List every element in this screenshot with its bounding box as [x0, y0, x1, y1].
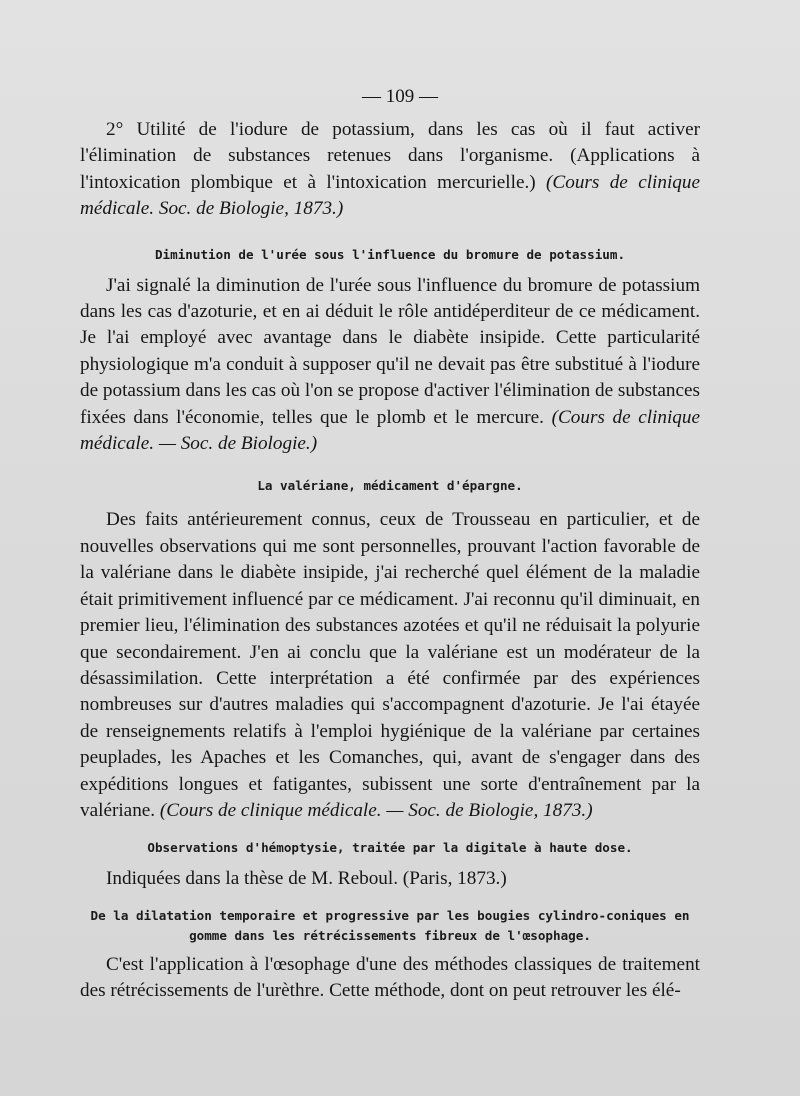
- paragraph-valeriane: [80, 507, 700, 824]
- heading-line: gomme dans les rétrécissements fibreux de l'œsophage.: [189, 927, 591, 943]
- citation: (Cours de clinique médicale. Soc. de Biologie, 1873.): [80, 171, 700, 220]
- citation: (Cours de clinique médicale. — Soc. de Biologie.): [80, 406, 701, 455]
- citation: (Cours de clinique médicale. — Soc. de Biologie, 1873.): [159, 799, 593, 821]
- section-heading-uree: Diminution de l'urée sous l'influence du bromure de potassium.: [154, 246, 626, 262]
- section-heading-dilatation: [80, 906, 700, 946]
- paragraph-oesophage: C'est l'application à l'œsophage d'une des méthodes classiques de traitement des rétrécissements de l'urèthre. Cette méthode, dont on peut retrouver les élé-: [80, 953, 700, 1002]
- paragraph-iodure: [80, 117, 700, 223]
- section-heading-valeriane: La valériane, médicament d'épargne.: [257, 478, 523, 494]
- paragraph-text: J'ai signalé la diminution de l'urée sous l'influence du bromure de potassium dans les cas d'azoturie, et en ai déduit le rôle antidéperditeur de ce médicament. Je l'ai employé avec avantage dans le diabète insipide. Cette particularité physiologique m'a conduit à supposer qu'il ne devait pas être substitué à l'iodure de potassium dans les cas où l'on se propose d'activer l'élimination de substances fixées dans l'économie, telles que le plomb et le mercure.: [80, 274, 700, 428]
- page-body: [80, 117, 700, 1005]
- section-heading-hemoptysie: Observations d'hémoptysie, traitée par la digitale à haute dose.: [147, 840, 633, 856]
- paragraph-text: 2° Utilité de l'iodure de potassium, dans les cas où il faut activer l'élimination de substances retenues dans l'organisme. (Applications à l'intoxication plombique et à l'intoxication mercurielle.): [80, 119, 700, 193]
- paragraph-reboul: Indiquées dans la thèse de M. Reboul. (Paris, 1873.): [106, 868, 507, 890]
- heading-line: De la dilatation temporaire et progressive par les bougies cylindro-coniques en: [90, 907, 690, 923]
- page-number: — 109 —: [362, 86, 438, 107]
- paragraph-bromure: [80, 273, 700, 458]
- paragraph-text: Des faits antérieurement connus, ceux de Trousseau en particulier, et de nouvelles observations qui me sont personnelles, prouvant l'action favorable de la valériane dans le diabète insipide, j'ai recherché quel élément de la maladie était primitivement influencé par ce médicament. J'ai reconnu qu'il diminuait, en premier lieu, l'élimination des substances azotées et qu'il ne réduisait la polyurie que secondairement. J'en ai conclu que la valériane est un modérateur de la désassimilation. Cette interprétation a été confirmée par des expériences nombreuses sur d'autres maladies qui s'accompagnent d'azoturie. Je l'ai étayée de renseignements relatifs à l'emploi hygiénique de la valériane par certaines peuplades, les Apaches et les Comanches, qui, avant de s'engager dans des expéditions longues et fatigantes, subissent une sorte d'entraînement par la valériane.: [80, 509, 700, 821]
